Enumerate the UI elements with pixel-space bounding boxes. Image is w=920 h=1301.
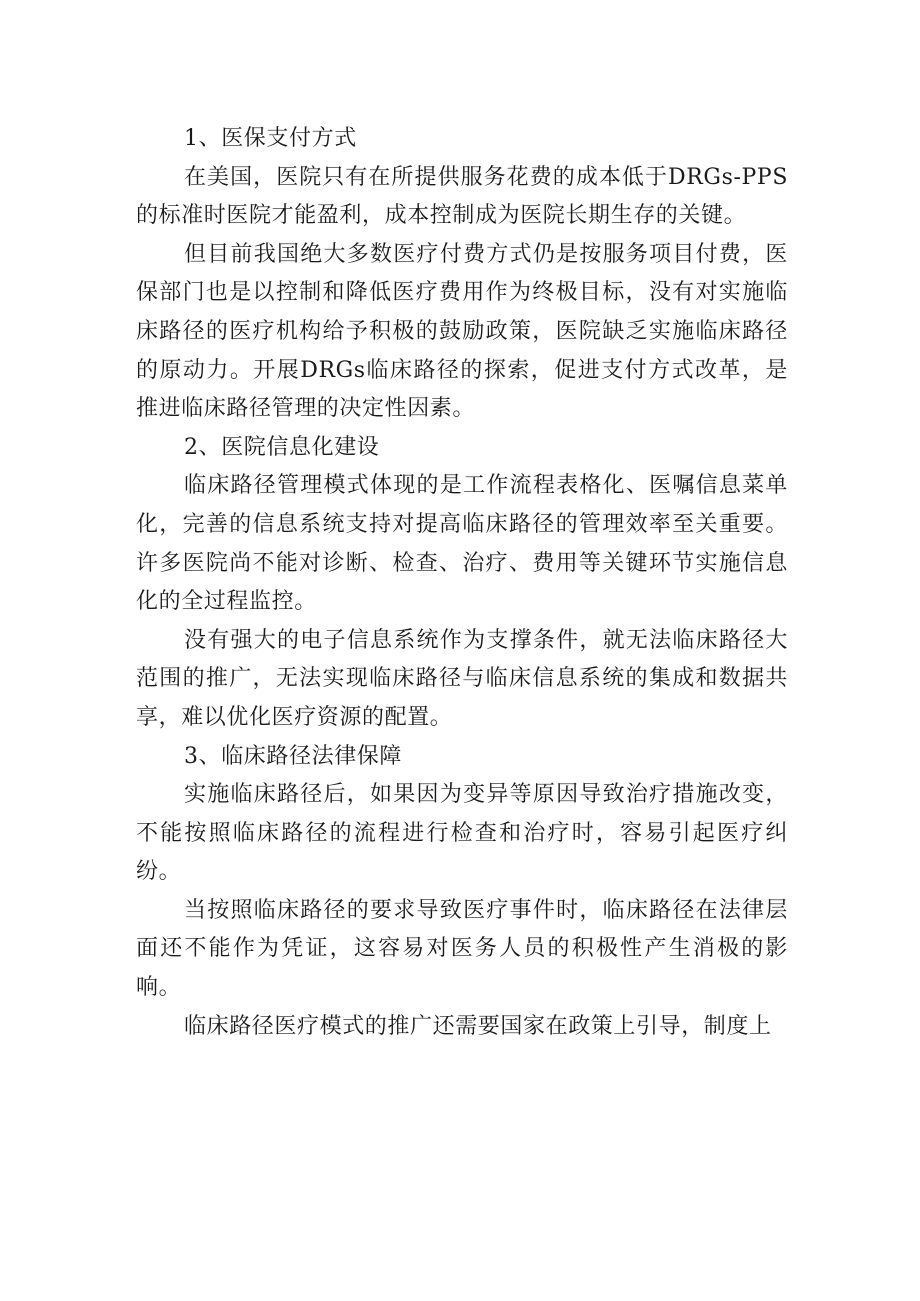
paragraph-variation-dispute: 实施临床路径后，如果因为变异等原因导致治疗措施改变，不能按照临床路径的流程进行检查和治疗时，容易引起医疗纠纷。	[136, 782, 788, 885]
section-heading-informatization: 2、医院信息化建设	[184, 434, 380, 460]
section-heading-payment: 1、医保支付方式	[184, 126, 357, 151]
document-body	[136, 120, 788, 1046]
paragraph-legal-evidence: 当按照临床路径的要求导致医疗事件时，临床路径在法律层面还不能作为凭证，这容易对医务人员的积极性产生消极的影响。	[136, 897, 788, 1001]
paragraph-info-system: 没有强大的电子信息系统作为支撑条件，就无法临床路径大范围的推广，无法实现临床路径与临床信息系统的集成和数据共享，难以优化医疗资源的配置。	[136, 627, 788, 730]
paragraph-workflow-info: 临床路径管理模式体现的是工作流程表格化、医嘱信息菜单化，完善的信息系统支持对提高临床路径的管理效率至关重要。许多医院尚不能对诊断、检查、治疗、费用等关键环节实施信息化的全过程监控。	[136, 473, 788, 615]
paragraph-china-payment: 但目前我国绝大多数医疗付费方式仍是按服务项目付费，医保部门也是以控制和降低医疗费用作为终极目标，没有对实施临床路径的医疗机构给予积极的鼓励政策，医院缺乏实施临床路径的原动力。开展DRGs临床路径的探索，促进支付方式改革，是推进临床路径管理的决定性因素。	[136, 241, 788, 422]
section-heading-legal: 3、临床路径法律保障	[184, 743, 402, 769]
paragraph-policy-guidance: 临床路径医疗模式的推广还需要国家在政策上引导，制度上	[184, 1013, 772, 1039]
paragraph-us-drgs: 在美国，医院只有在所提供服务花费的成本低于DRGs-PPS的标准时医院才能盈利，成本控制成为医院长期生存的关键。	[136, 164, 788, 229]
